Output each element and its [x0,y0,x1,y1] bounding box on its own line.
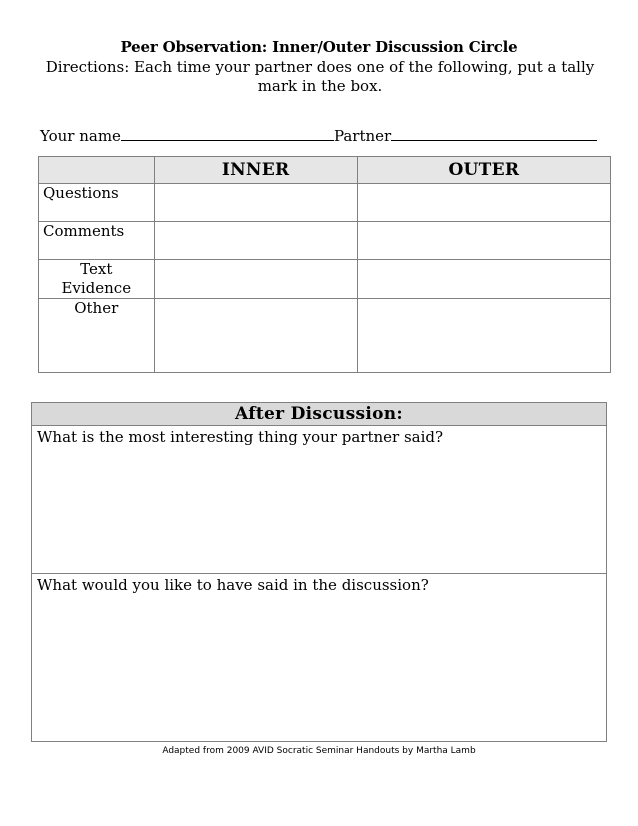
table-row [32,574,607,742]
row-label-text-evidence: Text Evidence [39,260,155,299]
after-discussion-table [31,402,607,742]
row-label-other: Other [39,299,155,373]
table-row [39,260,611,299]
outer-text-evidence-cell[interactable] [357,260,610,299]
outer-other-cell[interactable] [357,299,610,373]
after-discussion-heading: After Discussion: [32,403,607,426]
observation-header-row [39,157,611,184]
table-row [39,184,611,222]
table-row [39,222,611,260]
name-line [40,126,597,145]
after-discussion-header-row [32,403,607,426]
page-title: Peer Observation: Inner/Outer Discussion Circle [120,38,518,56]
table-row [39,299,611,373]
row-label-comments: Comments [39,222,155,260]
footer-credit: Adapted from 2009 AVID Socratic Seminar Handouts by Martha Lamb [162,746,476,756]
your-name-label: Your name [40,127,121,145]
interesting-thing-response-box[interactable] [32,426,607,574]
would-have-said-response-box[interactable] [32,574,607,742]
interesting-thing-question: What is the most interesting thing your partner said? [37,428,444,446]
inner-questions-cell[interactable] [154,184,357,222]
inner-comments-cell[interactable] [154,222,357,260]
inner-column-header: INNER [154,157,357,184]
outer-comments-cell[interactable] [357,222,610,260]
outer-column-header: OUTER [357,157,610,184]
would-have-said-question: What would you like to have said in the discussion? [37,576,429,594]
directions-text: Directions: Each time your partner does one of the following, put a tally mark in the box. [45,58,595,95]
observation-table [38,156,611,373]
row-label-questions: Questions [39,184,155,222]
inner-text-evidence-cell[interactable] [154,260,357,299]
table-row [32,426,607,574]
outer-questions-cell[interactable] [357,184,610,222]
header-empty-cell [39,157,155,184]
inner-other-cell[interactable] [154,299,357,373]
your-name-blank[interactable] [121,126,334,141]
partner-label: Partner [333,127,392,145]
partner-blank[interactable] [391,126,597,141]
